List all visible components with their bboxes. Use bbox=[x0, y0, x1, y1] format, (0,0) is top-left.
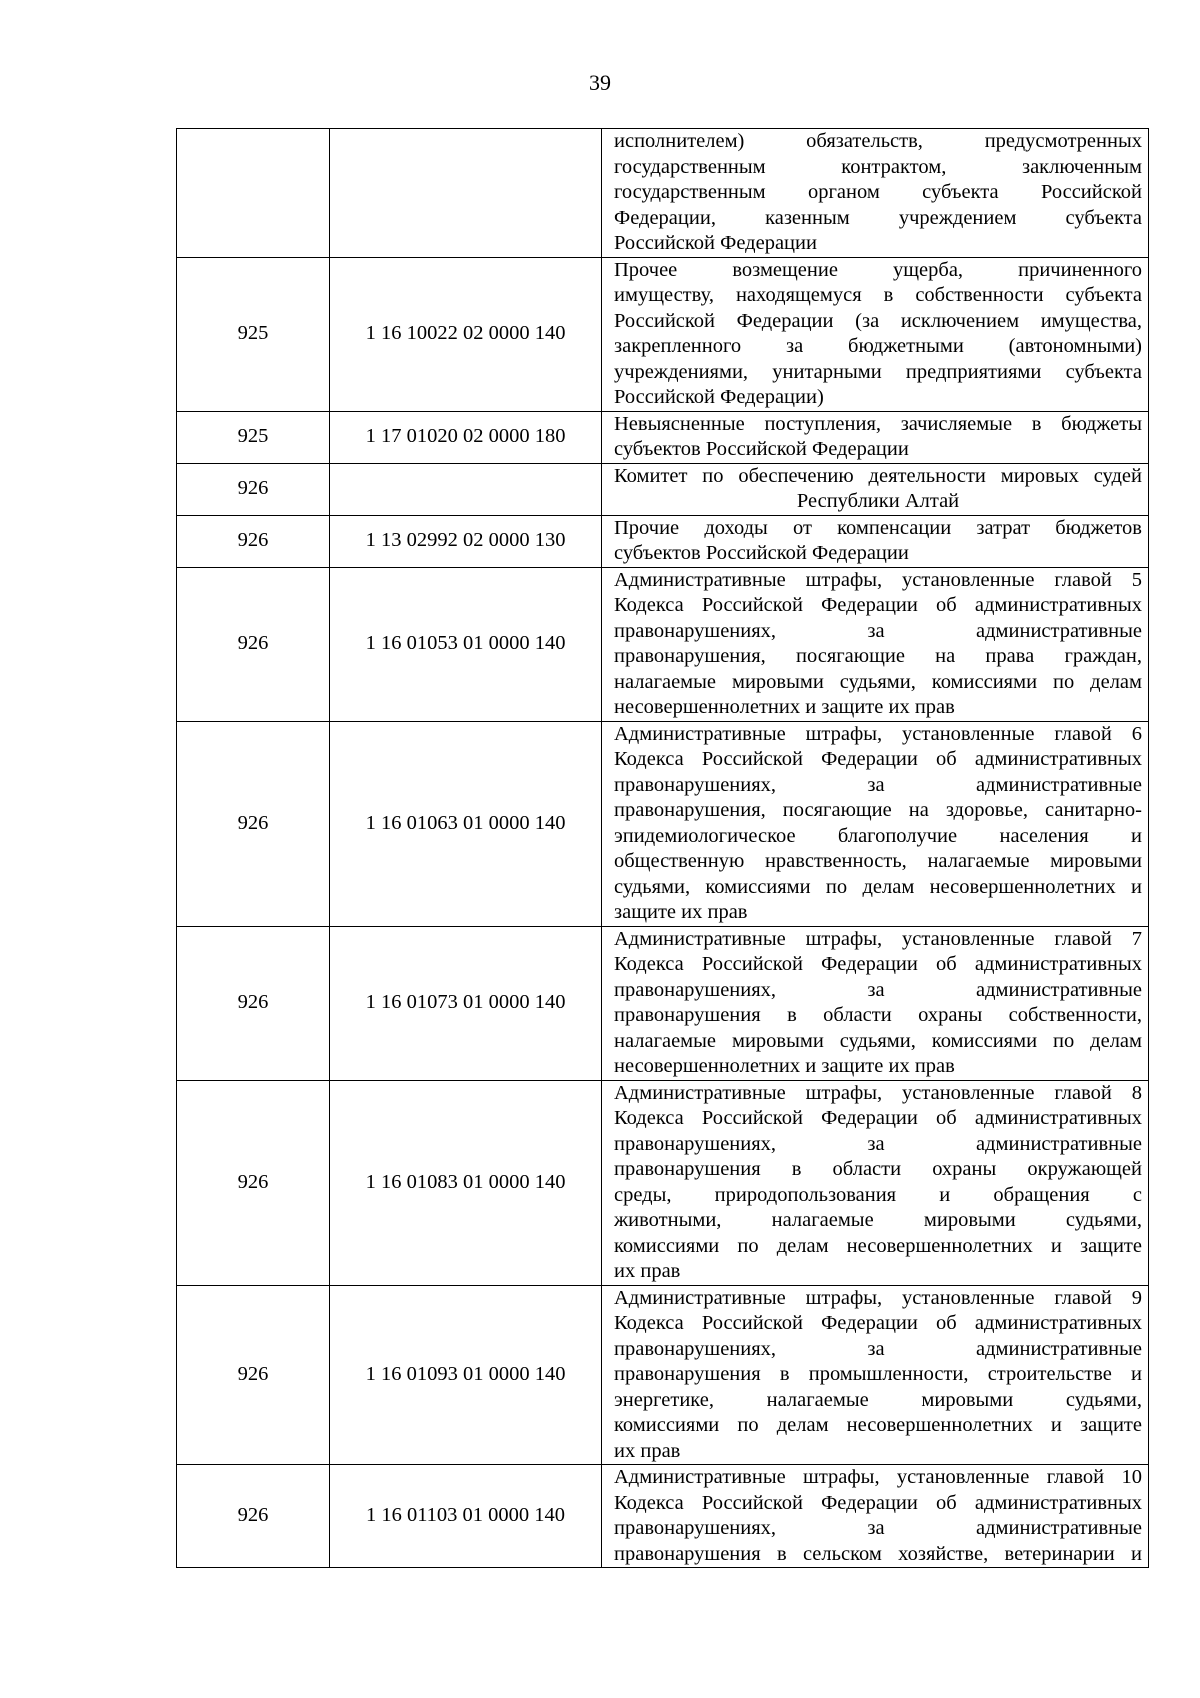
description-line: Кодекса Российской Федерации об административных bbox=[614, 953, 1142, 975]
description-line: исполнителем) обязательств, предусмотренных bbox=[614, 130, 1142, 152]
admin-code-cell: 926 bbox=[177, 926, 330, 1080]
description-line: Прочие доходы от компенсации затрат бюджетов bbox=[614, 516, 1142, 539]
description-line: Кодекса Российской Федерации об административных bbox=[614, 748, 1142, 770]
admin-code-cell: 926 bbox=[177, 1285, 330, 1465]
description-line: субъектов Российской Федерации bbox=[614, 438, 909, 460]
description-line: Кодекса Российской Федерации об административных bbox=[614, 1312, 1142, 1334]
description-line: эпидемиологическое благополучие населения и bbox=[614, 824, 1142, 847]
description-line: энергетике, налагаемые мировыми судьями, bbox=[614, 1388, 1142, 1411]
description-line: учреждениями, унитарными предприятиями субъекта bbox=[614, 360, 1142, 383]
table-row bbox=[177, 257, 1149, 411]
admin-code-cell: 926 bbox=[177, 515, 330, 567]
description-line: субъектов Российской Федерации bbox=[614, 542, 909, 564]
table-row bbox=[177, 129, 1149, 258]
description-line: правонарушениях, за административные bbox=[614, 1337, 1142, 1360]
budget-code-cell bbox=[330, 129, 602, 258]
description-line: Прочее возмещение ущерба, причиненного bbox=[614, 258, 1142, 281]
description-cell bbox=[602, 1285, 1149, 1465]
description-line: Российской Федерации) bbox=[614, 386, 824, 408]
description-line: правонарушениях, за административные bbox=[614, 619, 1142, 642]
description-line: их прав bbox=[614, 1260, 681, 1282]
description-line: Административные штрафы, установленные главой 5 bbox=[614, 568, 1142, 591]
budget-code-cell: 1 16 01053 01 0000 140 bbox=[330, 567, 602, 721]
description-line: Российской Федерации (за исключением имущества, bbox=[614, 309, 1142, 332]
table-row bbox=[177, 515, 1149, 567]
admin-code-cell: 926 bbox=[177, 721, 330, 926]
description-cell bbox=[602, 463, 1149, 515]
description-line: правонарушения в сельском хозяйстве, ветеринарии и bbox=[614, 1542, 1142, 1565]
description-line: имуществу, находящемуся в собственности субъекта bbox=[614, 284, 1142, 306]
budget-code-cell: 1 16 01093 01 0000 140 bbox=[330, 1285, 602, 1465]
budget-classification-table bbox=[176, 128, 1149, 1568]
budget-code-cell: 1 16 10022 02 0000 140 bbox=[330, 257, 602, 411]
description-line: судьями, комиссиями по делам несовершеннолетних и bbox=[614, 875, 1142, 898]
table-row bbox=[177, 1080, 1149, 1285]
description-line: Кодекса Российской Федерации об административных bbox=[614, 1107, 1142, 1129]
table-row bbox=[177, 1465, 1149, 1568]
table-row bbox=[177, 1285, 1149, 1465]
description-line: их прав bbox=[614, 1439, 681, 1462]
description-cell bbox=[602, 257, 1149, 411]
description-line: несовершеннолетних и защите их прав bbox=[614, 696, 955, 718]
description-line: налагаемые мировыми судьями, комиссиями по делам bbox=[614, 670, 1142, 693]
description-line: защите их прав bbox=[614, 901, 748, 923]
description-cell bbox=[602, 721, 1149, 926]
budget-code-cell bbox=[330, 463, 602, 515]
admin-code-cell: 926 bbox=[177, 463, 330, 515]
description-line: правонарушения в промышленности, строительстве и bbox=[614, 1363, 1142, 1385]
description-line: правонарушениях, за административные bbox=[614, 1132, 1142, 1155]
description-line: Административные штрафы, установленные главой 8 bbox=[614, 1081, 1142, 1104]
description-line: среды, природопользования и обращения с bbox=[614, 1183, 1142, 1206]
description-line: Российской Федерации bbox=[614, 232, 817, 254]
description-line: Кодекса Российской Федерации об административных bbox=[614, 1491, 1142, 1514]
description-line: Республики Алтай bbox=[796, 490, 960, 512]
admin-code-cell: 925 bbox=[177, 411, 330, 463]
budget-code-cell: 1 13 02992 02 0000 130 bbox=[330, 515, 602, 567]
admin-code-cell: 926 bbox=[177, 567, 330, 721]
table-row bbox=[177, 463, 1149, 515]
description-cell bbox=[602, 926, 1149, 1080]
description-line: правонарушения, посягающие на здоровье, санитарно- bbox=[614, 799, 1142, 821]
budget-code-cell: 1 16 01063 01 0000 140 bbox=[330, 721, 602, 926]
table-row bbox=[177, 926, 1149, 1080]
description-line: правонарушениях, за административные bbox=[614, 773, 1142, 796]
description-line: Административные штрафы, установленные главой 6 bbox=[614, 722, 1142, 745]
description-line: Невыясненные поступления, зачисляемые в бюджеты bbox=[614, 412, 1142, 435]
description-line: закрепленного за бюджетными (автономными) bbox=[614, 335, 1142, 357]
description-line: налагаемые мировыми судьями, комиссиями по делам bbox=[614, 1029, 1142, 1052]
description-line: государственным органом субъекта Российской bbox=[614, 181, 1142, 203]
description-cell bbox=[602, 567, 1149, 721]
description-cell bbox=[602, 1465, 1149, 1568]
description-line: правонарушениях, за административные bbox=[614, 1517, 1142, 1539]
admin-code-cell bbox=[177, 129, 330, 258]
description-cell bbox=[602, 129, 1149, 258]
description-line: животными, налагаемые мировыми судьями, bbox=[614, 1209, 1142, 1231]
description-line: Административные штрафы, установленные главой 7 bbox=[614, 927, 1142, 950]
description-line: государственным контрактом, заключенным bbox=[614, 155, 1142, 178]
description-cell bbox=[602, 515, 1149, 567]
description-line: Административные штрафы, установленные главой 10 bbox=[614, 1466, 1142, 1488]
description-line: правонарушения в области охраны собственности, bbox=[614, 1004, 1142, 1026]
table-row bbox=[177, 411, 1149, 463]
description-line: несовершеннолетних и защите их прав bbox=[614, 1055, 955, 1077]
description-line: комиссиями по делам несовершеннолетних и защите bbox=[614, 1234, 1142, 1257]
table-body bbox=[177, 129, 1149, 1568]
budget-code-cell: 1 16 01103 01 0000 140 bbox=[330, 1465, 602, 1568]
budget-code-cell: 1 16 01073 01 0000 140 bbox=[330, 926, 602, 1080]
description-line: Федерации, казенным учреждением субъекта bbox=[614, 206, 1142, 229]
admin-code-cell: 926 bbox=[177, 1465, 330, 1568]
description-line: Кодекса Российской Федерации об административных bbox=[614, 594, 1142, 616]
admin-code-cell: 925 bbox=[177, 257, 330, 411]
description-line: комиссиями по делам несовершеннолетних и защите bbox=[614, 1414, 1142, 1436]
page-number: 39 bbox=[589, 70, 611, 95]
description-line: правонарушения, посягающие на права граждан, bbox=[614, 645, 1142, 667]
description-line: общественную нравственность, налагаемые мировыми bbox=[614, 850, 1142, 872]
description-cell bbox=[602, 411, 1149, 463]
budget-code-cell: 1 17 01020 02 0000 180 bbox=[330, 411, 602, 463]
table-row bbox=[177, 721, 1149, 926]
description-line: правонарушения в области охраны окружающей bbox=[614, 1158, 1142, 1180]
budget-code-cell: 1 16 01083 01 0000 140 bbox=[330, 1080, 602, 1285]
admin-code-cell: 926 bbox=[177, 1080, 330, 1285]
description-line: Комитет по обеспечению деятельности мировых судей bbox=[614, 464, 1142, 487]
table-row bbox=[177, 567, 1149, 721]
description-cell bbox=[602, 1080, 1149, 1285]
description-line: правонарушениях, за административные bbox=[614, 978, 1142, 1001]
description-line: Административные штрафы, установленные главой 9 bbox=[614, 1286, 1142, 1309]
